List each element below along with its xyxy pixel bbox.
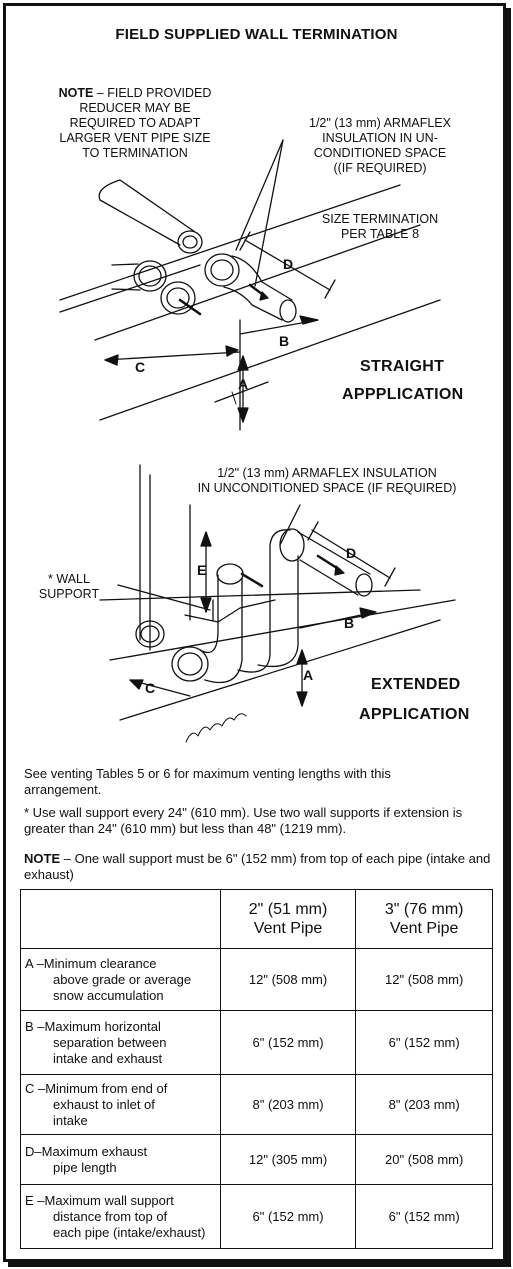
row-label: A –Minimum clearance above grade or average snow accumulation (21, 949, 221, 1011)
value-3in: 8" (203 mm) (356, 1075, 493, 1135)
table-header-row (21, 890, 493, 949)
extended-dim-b: B (344, 615, 355, 631)
value-2in: 8" (203 mm) (220, 1075, 356, 1135)
straight-title-line2: APPPLICATION (342, 386, 464, 403)
extended-insulation-label: 1/2" (13 mm) ARMAFLEX INSULATION IN UNCONDITIONED SPACE (IF REQUIRED) (197, 466, 457, 495)
figure-title: FIELD SUPPLIED WALL TERMINATION (115, 26, 398, 43)
row-label: D–Maximum exhaust pipe length (21, 1135, 221, 1185)
wall-support-note: * Use wall support every 24" (610 mm). Use two wall supports if extension is greater than 24" (610 mm) but less than 48" (1219 mm). (24, 805, 463, 836)
wall-edge-line (100, 590, 420, 600)
frame-shadow-bottom (8, 1262, 511, 1267)
grade-scribble (186, 714, 246, 742)
table-corner-cell (21, 890, 221, 949)
size-termination-label: SIZE TERMINATION PER TABLE 8 (321, 212, 439, 241)
value-3in: 12" (508 mm) (356, 949, 493, 1011)
value-2in: 12" (508 mm) (220, 949, 356, 1011)
table-row (21, 1185, 493, 1249)
insulation-leader (280, 505, 300, 545)
table-row (21, 949, 493, 1011)
row-label: C –Minimum from end of exhaust to inlet of intake (21, 1075, 221, 1135)
table-row (21, 1011, 493, 1075)
exhaust-pipe (298, 532, 370, 595)
wall-support-label: * WALL SUPPORT (38, 572, 100, 601)
header-3in: 3" (76 mm) Vent Pipe (356, 890, 493, 949)
grade-line (120, 620, 440, 720)
wall-support-bracket (185, 600, 275, 622)
termination-table (20, 889, 493, 1249)
extended-title-line2: APPLICATION (359, 706, 470, 723)
straight-note-bold: NOTE (58, 86, 94, 100)
extended-dim-e: E (197, 562, 207, 578)
straight-dim-a: A (238, 376, 249, 392)
row-label: E –Maximum wall support distance from top of each pipe (intake/exhaust) (21, 1185, 221, 1249)
wall-edge-line (110, 600, 455, 660)
extended-title-line1: EXTENDED (371, 676, 461, 693)
value-2in: 6" (152 mm) (220, 1011, 356, 1075)
table-row (21, 1135, 493, 1185)
header-2in: 2" (51 mm) Vent Pipe (220, 890, 356, 949)
pipe-note-bold: NOTE (24, 851, 61, 866)
exhaust-riser (238, 530, 298, 672)
value-3in: 6" (152 mm) (356, 1185, 493, 1249)
venting-note: See venting Tables 5 or 6 for maximum venting lengths with this arrangement. (24, 766, 391, 797)
straight-dim-d: D (283, 256, 294, 272)
straight-dim-b: B (279, 333, 290, 349)
straight-note: NOTE – FIELD PROVIDED REDUCER MAY BE REQUIRED TO ADAPT LARGER VENT PIPE SIZE TO TERMINATION (58, 86, 212, 160)
extended-dim-c: C (145, 680, 156, 696)
straight-dim-c: C (135, 359, 146, 375)
straight-insulation-label: 1/2" (13 mm) ARMAFLEX INSULATION IN UN- CONDITIONED SPACE ((IF REQUIRED) (309, 116, 451, 175)
row-label: B –Maximum horizontal separation between intake and exhaust (21, 1011, 221, 1075)
pipe-note: NOTE – One wall support must be 6" (152 mm) from top of each pipe (intake and exhaust) (24, 851, 491, 882)
table-row (21, 1075, 493, 1135)
straight-title-line1: STRAIGHT (360, 358, 445, 375)
value-3in: 20" (508 mm) (356, 1135, 493, 1185)
value-2in: 6" (152 mm) (220, 1185, 356, 1249)
value-2in: 12" (305 mm) (220, 1135, 356, 1185)
value-3in: 6" (152 mm) (356, 1011, 493, 1075)
extended-dim-d: D (346, 545, 357, 561)
extended-dim-a: A (303, 667, 314, 683)
